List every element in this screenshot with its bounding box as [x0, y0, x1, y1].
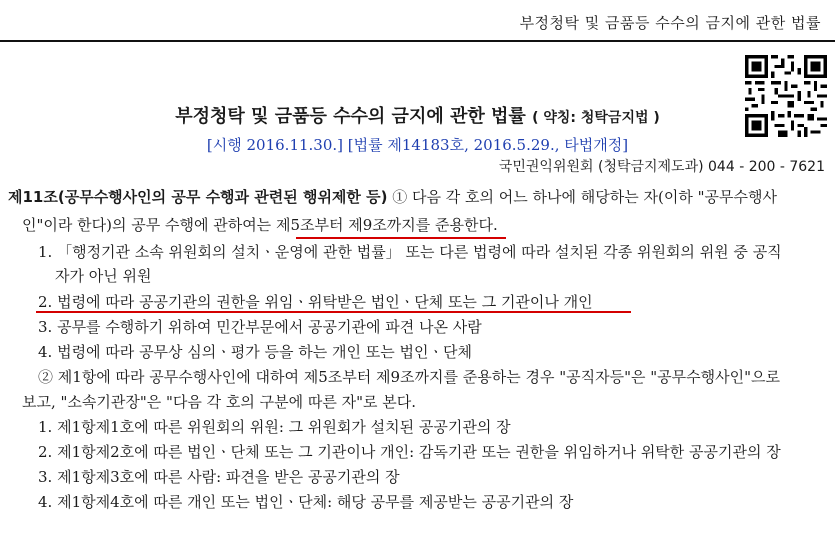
item1-1-line1: 1. 「행정기관 소속 위원회의 설치ㆍ운영에 관한 법률」 또는 다른 법령에 따라 설치된 각종 위원회의 위원 중 공직	[38, 243, 782, 261]
red-underline-1	[296, 237, 506, 239]
article-para2-line2: 보고, "소속기관장"은 "다음 각 호의 구분에 따른 자"로 본다.	[22, 393, 417, 411]
article-para2-line1: ② 제1항에 따라 공무수행사인에 대하여 제5조부터 제9조까지를 준용하는 경우 "공직자등"은 "공무수행사인"으로	[38, 368, 780, 386]
item1-4: 4. 법령에 따라 공무상 심의ㆍ평가 등을 하는 개인 또는 법인ㆍ단체	[38, 343, 472, 361]
law-title-main: 부정청탁 및 금품등 수수의 금지에 관한 법률	[175, 106, 526, 127]
item1-2: 2. 법령에 따라 공공기관의 권한을 위임ㆍ위탁받은 법인ㆍ단체 또는 그 기관이나 개인	[38, 293, 593, 311]
agency-contact: 국민권익위원회 (청탁금지제도과) 044 - 200 - 7621	[498, 159, 825, 175]
item2-3: 3. 제1항제3호에 따른 사람: 파견을 받은 공공기관의 장	[38, 468, 400, 486]
item2-1: 1. 제1항제1호에 따른 위원회의 위원: 그 위원회가 설치된 공공기관의 장	[38, 418, 511, 436]
item2-2: 2. 제1항제2호에 따른 법인ㆍ단체 또는 그 기관이나 개인: 감독기관 또는 권한을 위임하거나 위탁한 공공기관의 장	[38, 443, 781, 461]
article-para1-line1	[8, 187, 777, 207]
red-underline-2	[36, 311, 631, 313]
article-heading: 제11조(공무수행사인의 공무 수행과 관련된 행위제한 등)	[8, 188, 388, 206]
para1-line2-start: 인"이라 한다)의 공무 수행에 관하여는	[22, 216, 276, 234]
law-title	[0, 102, 835, 128]
header-rule	[0, 40, 835, 42]
item1-1-line2: 자가 아닌 위원	[55, 267, 152, 285]
item1-3: 3. 공무를 수행하기 위하여 민간부문에서 공공기관에 파견 나온 사람	[38, 318, 482, 336]
para1-line2-end: 한다.	[463, 216, 498, 234]
article-para1-text: ① 다음 각 호의 어느 하나에 해당하는 자(이하 "공무수행사	[387, 188, 777, 206]
law-title-abbrev: ( 약칭: 청탁금지법 )	[532, 110, 660, 126]
underlined-phrase-apply: 제5조부터 제9조까지를 준용	[275, 216, 464, 234]
item2-4: 4. 제1항제4호에 따른 개인 또는 법인ㆍ단체: 해당 공무를 제공받는 공공기관의 장	[38, 493, 574, 511]
article-para1-line2	[22, 215, 498, 235]
effective-date-line: [시행 2016.11.30.] [법률 제14183호, 2016.5.29., 타법개정]	[206, 136, 629, 154]
running-header-title: 부정청탁 및 금품등 수수의 금지에 관한 법률	[519, 14, 821, 32]
